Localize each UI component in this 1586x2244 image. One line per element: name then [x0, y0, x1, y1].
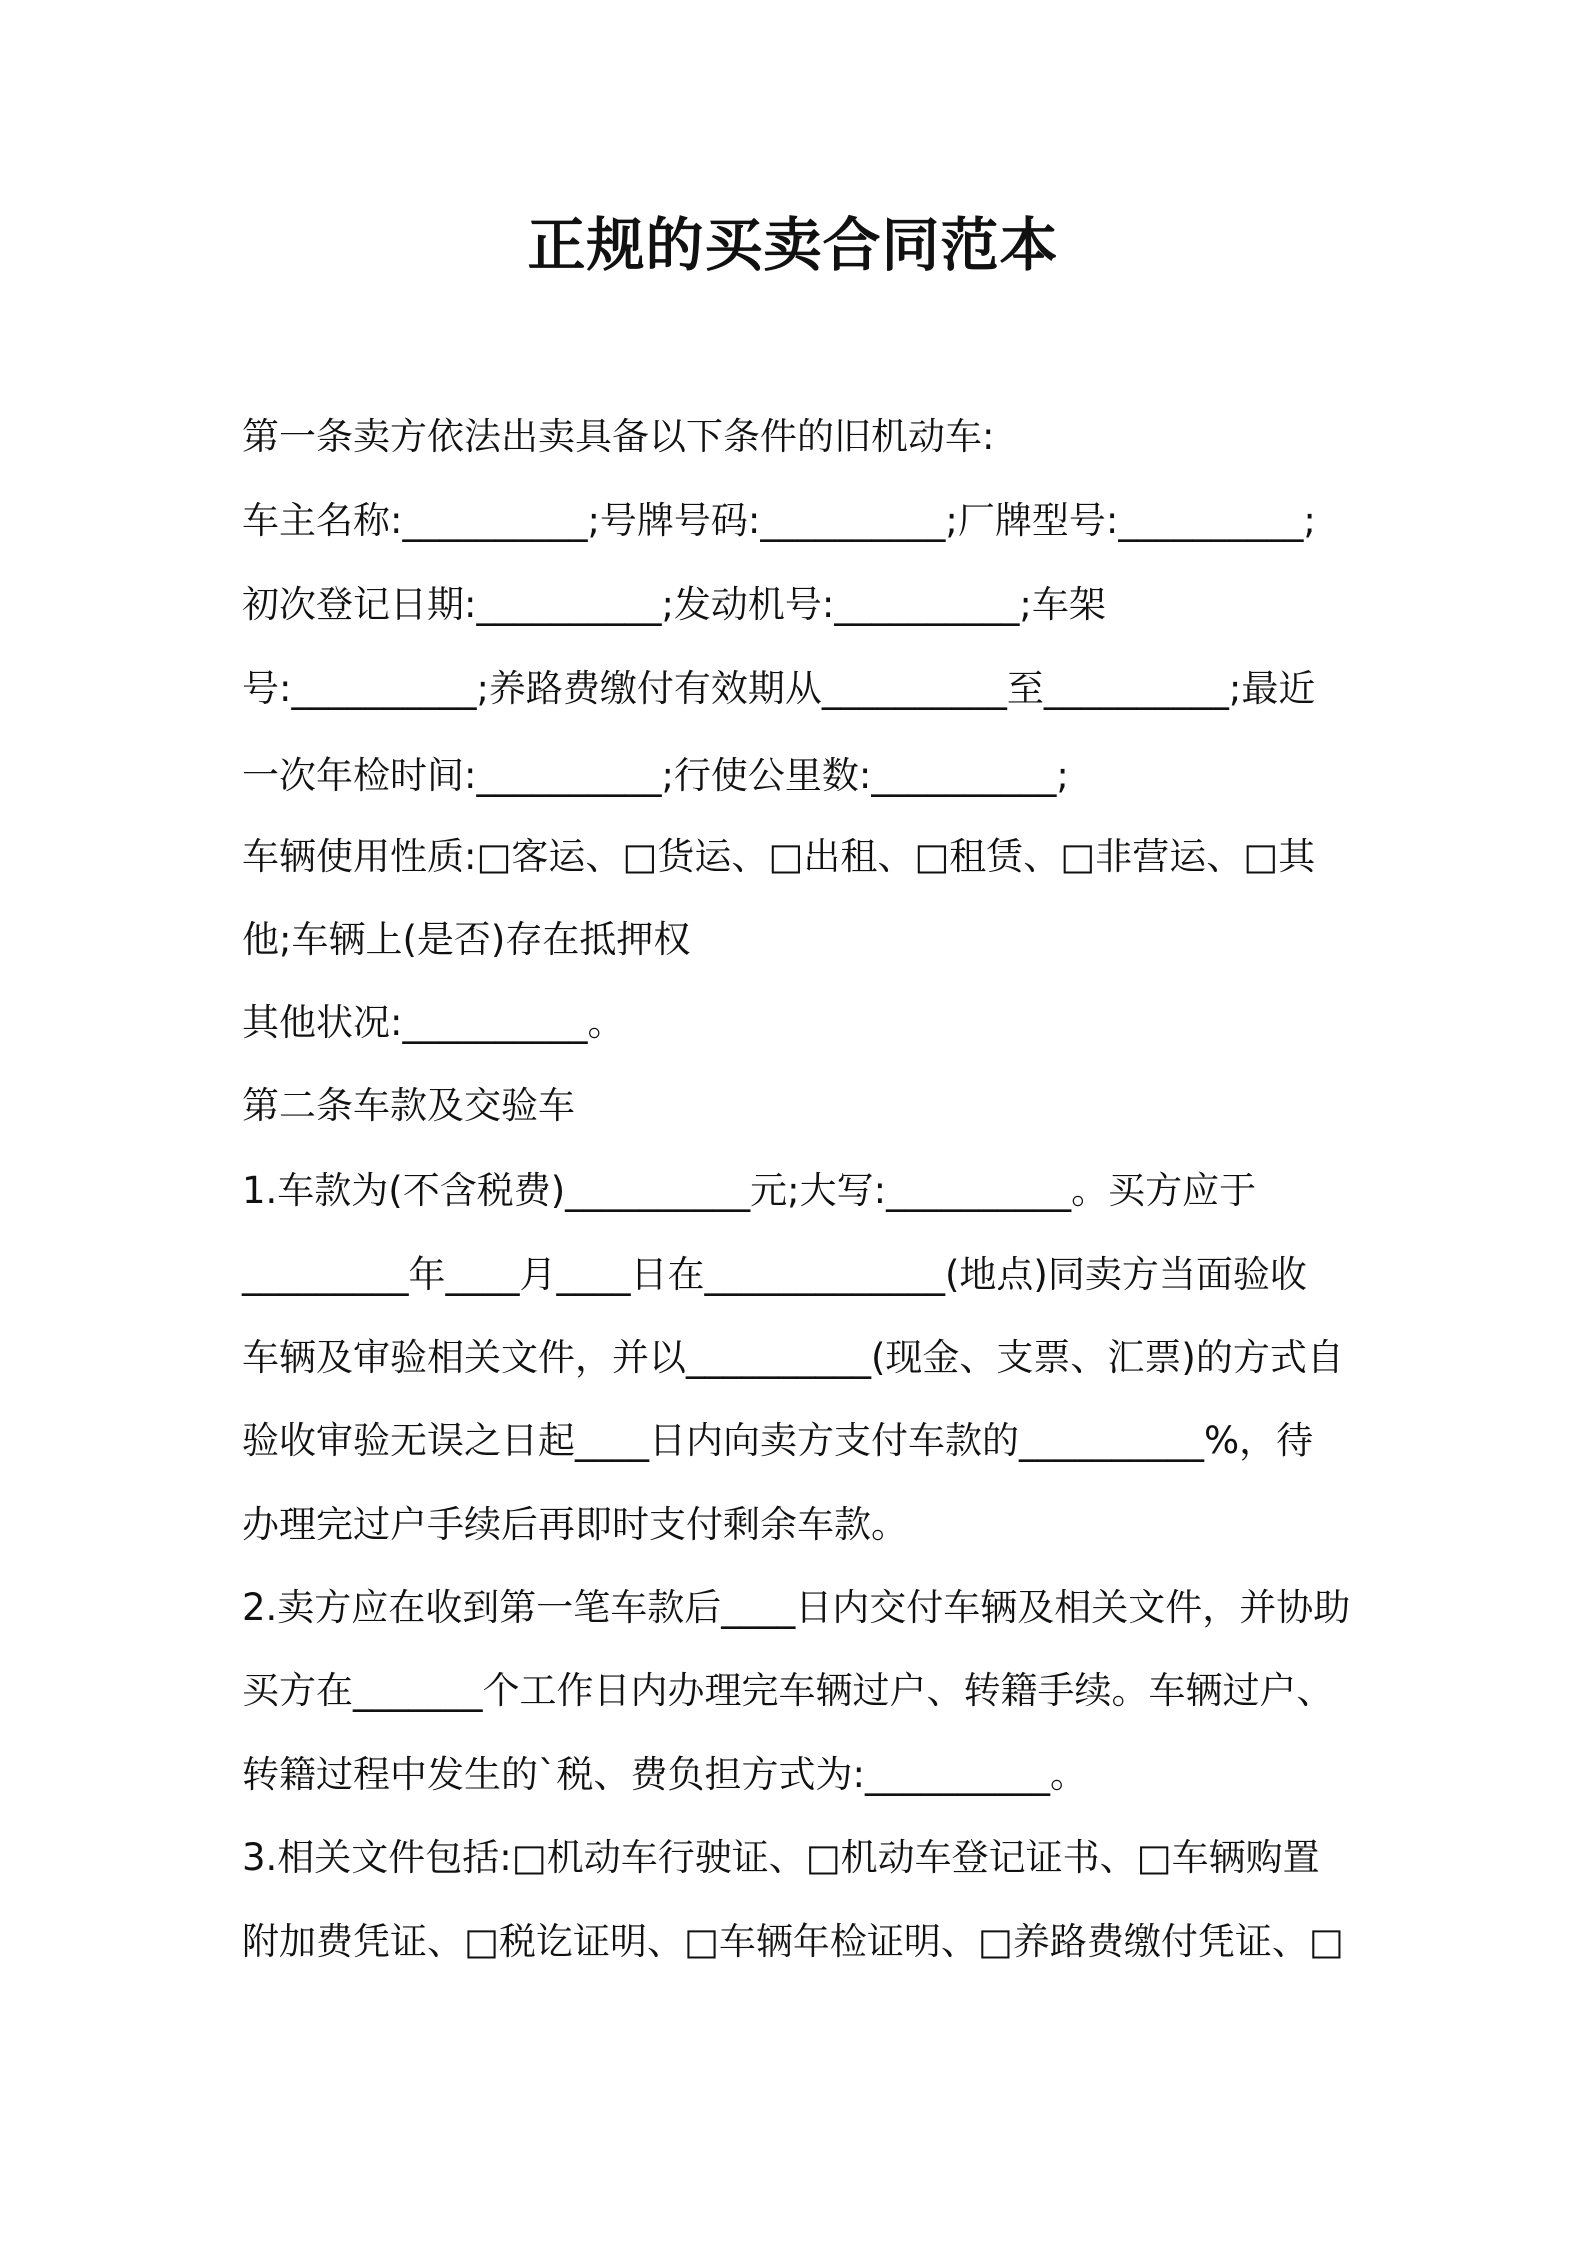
- clause-1-line: 车辆及审验相关文件，并以__________(现金、支票、汇票)的方式自: [242, 1336, 1344, 1379]
- clause-1-line: 1.车款为(不含税费)__________元;大写:__________。买方应于: [242, 1169, 1257, 1212]
- text-line: 车辆使用性质:□客运、□货运、□出租、□租赁、□非营运、□其: [242, 835, 1316, 878]
- text-line: 号:__________;养路费缴付有效期从__________至__________;最近: [242, 667, 1316, 710]
- clause-2-line: 转籍过程中发生的`税、费负担方式为:__________。: [242, 1753, 1087, 1796]
- text-line: 一次年检时间:__________;行使公里数:__________;: [242, 754, 1069, 797]
- clause-1-line: 办理完过户手续后再即时支付剩余车款。: [242, 1503, 908, 1546]
- clause-2-line: 买方在_______个工作日内办理完车辆过户、转籍手续。车辆过户、: [242, 1669, 1334, 1712]
- text-line: 初次登记日期:__________;发动机号:__________;车架: [242, 583, 1106, 626]
- clause-1-line: 验收审验无误之日起____日内向卖方支付车款的__________%，待: [242, 1419, 1314, 1462]
- clause-3-line: 3.相关文件包括:□机动车行驶证、□机动车登记证书、□车辆购置: [242, 1836, 1320, 1879]
- document-title: 正规的买卖合同范本: [527, 211, 1059, 279]
- clause-2-line: 2.卖方应在收到第一笔车款后____日内交付车辆及相关文件，并协助: [242, 1586, 1351, 1629]
- clause-3-line: 附加费凭证、□税讫证明、□车辆年检证明、□养路费缴付凭证、□: [242, 1920, 1344, 1963]
- text-line: 他;车辆上(是否)存在抵押权: [242, 918, 691, 961]
- article-1-heading: 第一条卖方依法出卖具备以下条件的旧机动车:: [242, 415, 995, 458]
- clause-1-line: _________年____月____日在_____________(地点)同卖方当面验收: [242, 1253, 1307, 1296]
- text-line: 其他状况:__________。: [242, 1001, 625, 1044]
- text-line: 车主名称:__________;号牌号码:__________;厂牌型号:__________;: [242, 499, 1316, 542]
- article-2-heading: 第二条车款及交验车: [242, 1084, 575, 1127]
